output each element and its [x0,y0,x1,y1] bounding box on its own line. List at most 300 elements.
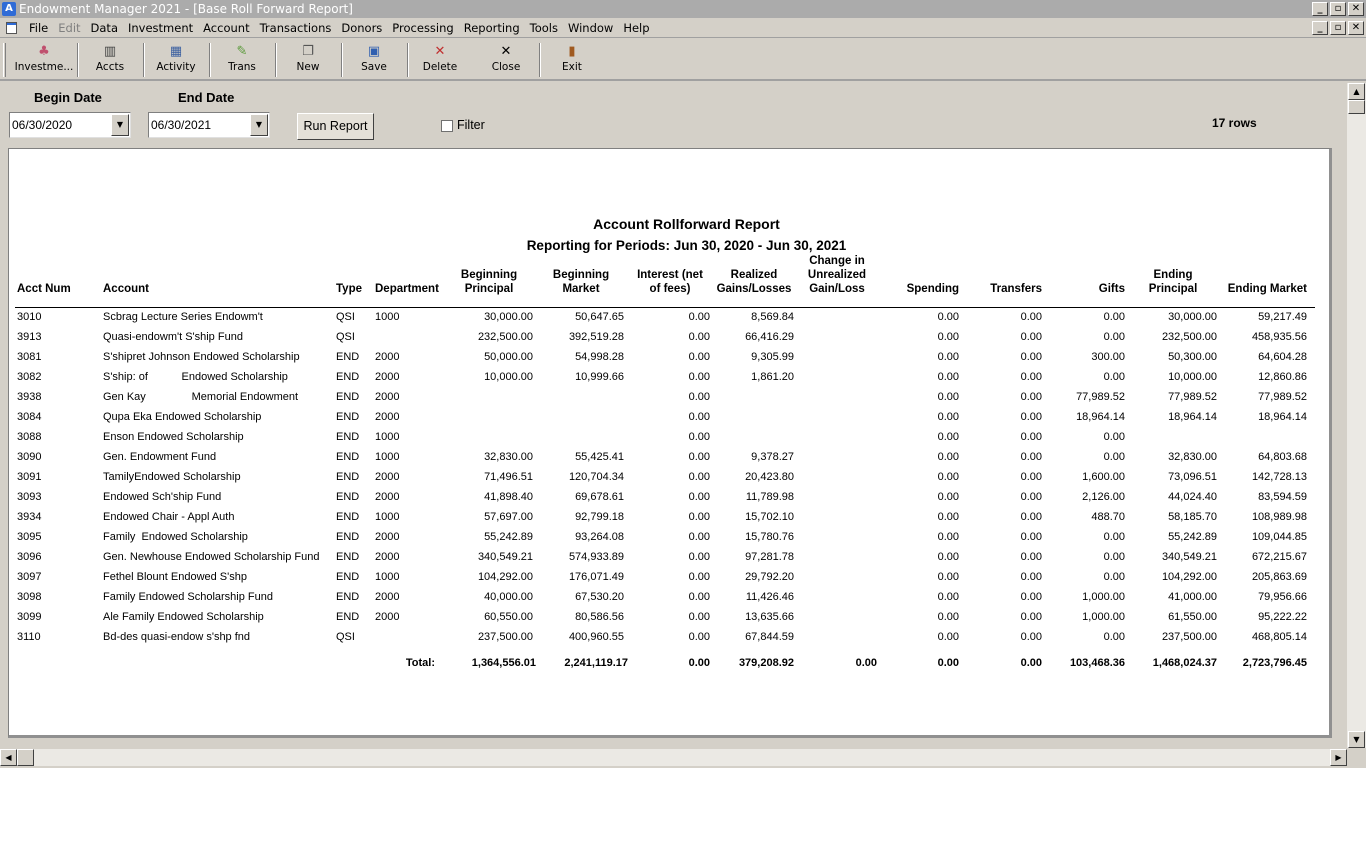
cell-sp: 0.00 [937,391,959,403]
cell-type: END [336,371,360,383]
col-header-int: Interest (net of fees) [637,269,703,295]
cell-gi: 0.00 [1103,531,1125,543]
cell-sp: 0.00 [937,451,959,463]
cell-ep: 41,000.00 [1168,591,1217,603]
cell-rg: 9,305.99 [751,351,794,363]
cell-bm: 120,704.34 [568,471,624,483]
table-row[interactable] [9,511,1329,531]
col-header-em: Ending Market [1227,283,1307,295]
cell-em: 672,215.67 [1251,551,1307,563]
end-date-value: 06/30/2021 [151,118,212,132]
cell-tr: 0.00 [1020,411,1042,423]
scroll-left-icon[interactable]: ◀ [0,749,17,766]
cell-tr: 0.00 [1020,471,1042,483]
menu-processing[interactable]: Processing [392,21,454,35]
cell-type: END [336,431,360,443]
cell-acct: 3010 [17,311,42,323]
table-row[interactable] [9,551,1329,571]
child-minimize-button[interactable]: _ [1312,21,1328,35]
cell-gi: 1,600.00 [1082,471,1125,483]
cell-bm: 10,999.66 [575,371,624,383]
cell-sp: 0.00 [937,531,959,543]
cell-tr: 0.00 [1020,431,1042,443]
child-close-button[interactable]: ✕ [1348,21,1364,35]
cell-tr: 0.00 [1020,391,1042,403]
table-row[interactable] [9,471,1329,491]
cell-acct: 3934 [17,511,42,523]
book-icon: ▥ [103,44,117,59]
menu-file[interactable]: File [29,21,49,35]
table-row[interactable] [9,531,1329,551]
cell-rg: 20,423.80 [745,471,794,483]
cell-em: 108,989.98 [1251,511,1307,523]
cell-tr: 0.00 [1020,351,1042,363]
cell-int: 0.00 [688,611,710,623]
restore-button[interactable]: ▫ [1330,2,1346,16]
cell-int: 0.00 [688,551,710,563]
cell-int: 0.00 [688,511,710,523]
table-row[interactable] [9,311,1329,331]
cell-account: Family Endowed Scholarship [103,531,248,543]
cell-rg: 1,861.20 [751,371,794,383]
menu-help[interactable]: Help [623,21,650,35]
cell-em: 18,964.14 [1258,411,1307,423]
filter-checkbox[interactable] [441,120,453,132]
toolbar-grip [3,43,6,77]
cell-sp: 0.00 [937,351,959,363]
cell-gi: 0.00 [1103,371,1125,383]
cell-dept: 1000 [375,571,400,583]
close-icon: ✕ [500,44,512,59]
cell-em: 142,728.13 [1251,471,1307,483]
cell-gi: 77,989.52 [1076,391,1125,403]
cell-int: 0.00 [688,351,710,363]
cell-em: 468,805.14 [1251,631,1307,643]
cell-type: END [336,571,360,583]
cell-int: 0.00 [688,531,710,543]
cell-bp: 30,000.00 [484,311,533,323]
cell-ep: 340,549.21 [1161,551,1217,563]
chevron-down-icon[interactable]: ▼ [111,114,129,136]
cell-dept: 2000 [375,411,400,423]
col-header-ep: Ending Principal [1148,269,1198,295]
cell-gi: 300.00 [1091,351,1125,363]
cell-rg: 8,569.84 [751,311,794,323]
cell-account: Ale Family Endowed Scholarship [103,611,264,623]
document-icon[interactable] [6,22,17,34]
filter-label[interactable]: Filter [457,118,485,132]
cell-bm: 67,530.20 [575,591,624,603]
cell-tr: 0.00 [1020,591,1042,603]
chevron-down-icon[interactable]: ▼ [250,114,268,136]
cell-gi: 1,000.00 [1082,591,1125,603]
total-label: Total: [405,657,435,669]
cell-sp: 0.00 [937,411,959,423]
cell-gi: 0.00 [1103,451,1125,463]
cell-dept: 1000 [375,451,400,463]
cell-type: END [336,591,360,603]
report-page [9,149,1329,735]
cell-em: 95,222.22 [1258,611,1307,623]
cell-em: 109,044.85 [1251,531,1307,543]
cell-bp: 41,898.40 [484,491,533,503]
total-tr: 0.00 [1020,657,1042,669]
menu-tools[interactable]: Tools [529,21,558,35]
delete-button[interactable]: ✕ Delete [422,44,458,73]
money-icon: ✎ [236,44,248,59]
table-row[interactable] [9,331,1329,351]
header-rule [15,307,1315,308]
report-parameters [0,83,1346,147]
scroll-up-icon[interactable]: ▲ [1348,83,1365,100]
cell-int: 0.00 [688,571,710,583]
cell-ep: 10,000.00 [1168,371,1217,383]
cell-sp: 0.00 [937,511,959,523]
cell-type: END [336,531,360,543]
cell-sp: 0.00 [937,491,959,503]
cell-ep: 58,185.70 [1168,511,1217,523]
cell-gi: 488.70 [1091,511,1125,523]
cell-dept: 2000 [375,531,400,543]
cell-tr: 0.00 [1020,311,1042,323]
cell-em: 59,217.49 [1258,311,1307,323]
cell-dept: 1000 [375,431,400,443]
cell-bm: 80,586.56 [575,611,624,623]
cell-sp: 0.00 [937,551,959,563]
cell-ep: 44,024.40 [1168,491,1217,503]
report-subtitle: Reporting for Periods: Jun 30, 2020 - Jun 30, 2021 [526,238,847,253]
cell-acct: 3093 [17,491,42,503]
activity-icon: ▦ [169,44,183,59]
cell-dept: 2000 [375,591,400,603]
cell-acct: 3082 [17,371,42,383]
cell-bm: 54,998.28 [575,351,624,363]
cell-acct: 3099 [17,611,42,623]
cell-gi: 0.00 [1103,431,1125,443]
cell-bm: 69,678.61 [575,491,624,503]
cell-dept: 2000 [375,551,400,563]
window-title: Endowment Manager 2021 - [Base Roll Forward Report] [19,2,353,16]
cell-rg: 11,426.46 [745,591,794,603]
save-button[interactable]: ▣ Save [361,44,387,73]
cell-bm: 92,799.18 [575,511,624,523]
menu-window[interactable]: Window [567,21,614,35]
cell-account: Enson Endowed Scholarship [103,431,244,443]
menu-edit[interactable]: Edit [58,21,81,35]
begin-date-picker[interactable] [9,112,131,138]
cell-account: Gen Kay Memorial Endowment [103,391,299,403]
cell-gi: 2,126.00 [1082,491,1125,503]
cell-bp: 232,500.00 [477,331,533,343]
cell-rg: 15,780.76 [745,531,794,543]
menu-bar [0,18,1366,38]
cell-rg: 67,844.59 [745,631,794,643]
cell-type: END [336,411,360,423]
cell-acct: 3097 [17,571,42,583]
cell-sp: 0.00 [937,591,959,603]
new-document-icon: ❐ [302,44,314,59]
cell-int: 0.00 [688,331,710,343]
run-report-button[interactable]: Run Report [297,113,374,140]
scroll-right-icon[interactable]: ▶ [1330,749,1347,766]
cell-sp: 0.00 [937,471,959,483]
cell-type: END [336,511,360,523]
cell-gi: 18,964.14 [1076,411,1125,423]
cell-gi: 0.00 [1103,551,1125,563]
cell-acct: 3913 [17,331,42,343]
vertical-scrollbar[interactable] [1347,83,1366,748]
cell-int: 0.00 [688,471,710,483]
menu-transactions[interactable]: Transactions [259,21,332,35]
col-header-dept: Department [375,283,439,295]
cell-acct: 3095 [17,531,42,543]
cell-em: 64,604.28 [1258,351,1307,363]
total-int: 0.00 [688,657,710,669]
cell-ep: 55,242.89 [1168,531,1217,543]
cell-account: Quasi-endowm't S'ship Fund [103,331,243,343]
child-restore-button[interactable]: ▫ [1330,21,1346,35]
vertical-scroll-thumb[interactable] [1348,100,1365,114]
cell-sp: 0.00 [937,431,959,443]
cell-rg: 97,281.78 [745,551,794,563]
horizontal-scroll-thumb[interactable] [17,749,34,766]
total-sp: 0.00 [937,657,959,669]
cell-bm: 392,519.28 [568,331,624,343]
trans-button[interactable]: ✎ Trans [228,44,256,73]
cell-em: 77,989.52 [1258,391,1307,403]
col-header-ug: Change in Unrealized Gain/Loss [807,255,867,295]
cell-rg: 66,416.29 [745,331,794,343]
cell-ep: 61,550.00 [1168,611,1217,623]
cell-rg: 29,792.20 [745,571,794,583]
cell-dept: 2000 [375,351,400,363]
cell-ep: 73,096.51 [1168,471,1217,483]
cell-em: 83,594.59 [1258,491,1307,503]
cell-rg: 9,378.27 [751,451,794,463]
cell-sp: 0.00 [937,611,959,623]
cell-ep: 18,964.14 [1168,411,1217,423]
cell-account: S'ship: of Endowed Scholarship [103,371,288,383]
activity-button[interactable]: ▦ Activity [156,44,196,73]
investments-button[interactable]: ♣ Investme... [14,44,74,73]
cell-int: 0.00 [688,411,710,423]
cell-sp: 0.00 [937,371,959,383]
cell-int: 0.00 [688,491,710,503]
cell-tr: 0.00 [1020,571,1042,583]
table-row[interactable] [9,391,1329,411]
begin-date-label: Begin Date [34,90,102,105]
cell-account: Family Endowed Scholarship Fund [103,591,273,603]
new-button[interactable]: ❐ New [296,44,320,73]
cell-type: END [336,491,360,503]
cell-account: Qupa Eka Endowed Scholarship [103,411,262,423]
cell-gi: 0.00 [1103,631,1125,643]
cell-type: END [336,391,360,403]
table-row[interactable] [9,371,1329,391]
table-row[interactable] [9,571,1329,591]
cell-dept: 2000 [375,491,400,503]
cell-gi: 0.00 [1103,571,1125,583]
cell-acct: 3096 [17,551,42,563]
cell-dept: 2000 [375,611,400,623]
cell-bp: 71,496.51 [484,471,533,483]
row-count: 17 rows [1212,116,1257,130]
cell-dept: 2000 [375,471,400,483]
cell-bp: 50,000.00 [484,351,533,363]
exit-door-icon: ▮ [568,44,576,59]
cell-dept: 1000 [375,511,400,523]
cell-em: 79,956.66 [1258,591,1307,603]
cell-bp: 60,550.00 [484,611,533,623]
table-row[interactable] [9,491,1329,511]
cell-account: Gen. Endowment Fund [103,451,217,463]
cell-account: TamilyEndowed Scholarship [103,471,241,483]
cell-em: 64,803.68 [1258,451,1307,463]
total-ep: 1,468,024.37 [1152,657,1217,669]
table-row[interactable] [9,451,1329,471]
cell-int: 0.00 [688,371,710,383]
delete-icon: ✕ [434,44,446,59]
menu-donors[interactable]: Donors [341,21,383,35]
menu-reporting[interactable]: Reporting [463,21,520,35]
cell-em: 12,860.86 [1258,371,1307,383]
cell-rg: 11,789.98 [745,491,794,503]
begin-date-value: 06/30/2020 [12,118,73,132]
cell-em: 458,935.56 [1251,331,1307,343]
cell-bm: 50,647.65 [575,311,624,323]
cell-sp: 0.00 [937,571,959,583]
cell-tr: 0.00 [1020,531,1042,543]
cell-tr: 0.00 [1020,331,1042,343]
cell-acct: 3090 [17,451,42,463]
floppy-disk-icon: ▣ [367,44,381,59]
col-header-bp: Beginning Principal [460,269,518,295]
cell-acct: 3938 [17,391,42,403]
close-window-button[interactable]: ✕ [1348,2,1364,16]
close-button[interactable]: ✕ Close [491,44,521,73]
cell-bp: 340,549.21 [477,551,533,563]
cell-acct: 3081 [17,351,42,363]
menu-investment[interactable]: Investment [128,21,194,35]
table-row[interactable] [9,351,1329,371]
report-viewer [8,148,1332,738]
cell-acct: 3098 [17,591,42,603]
cell-em: 205,863.69 [1251,571,1307,583]
cell-dept: 1000 [375,311,400,323]
cell-bp: 55,242.89 [484,531,533,543]
cell-sp: 0.00 [937,331,959,343]
table-row[interactable] [9,611,1329,631]
total-gi: 103,468.36 [1069,657,1125,669]
cell-acct: 3088 [17,431,42,443]
cell-sp: 0.00 [937,631,959,643]
cell-int: 0.00 [688,391,710,403]
cell-bp: 40,000.00 [484,591,533,603]
cell-gi: 1,000.00 [1082,611,1125,623]
exit-button[interactable]: ▮ Exit [562,44,582,73]
cell-tr: 0.00 [1020,491,1042,503]
cell-bp: 32,830.00 [484,451,533,463]
cell-account: Gen. Newhouse Endowed Scholarship Fund [103,551,320,563]
cell-account: Endowed Chair - Appl Auth [103,511,235,523]
cell-ep: 237,500.00 [1161,631,1217,643]
cell-dept: 2000 [375,371,400,383]
cell-type: END [336,471,360,483]
col-header-gi: Gifts [1098,283,1125,295]
cell-account: Endowed Sch'ship Fund [103,491,222,503]
cell-account: Fethel Blount Endowed S'shp [103,571,247,583]
cell-gi: 0.00 [1103,331,1125,343]
table-row[interactable] [9,631,1329,651]
cell-bm: 176,071.49 [568,571,624,583]
cell-type: END [336,451,360,463]
app-icon: A [2,2,16,16]
cell-int: 0.00 [688,591,710,603]
cell-bp: 237,500.00 [477,631,533,643]
report-title: Account Rollforward Report [593,216,780,232]
horizontal-scrollbar[interactable] [0,749,1347,766]
table-row[interactable] [9,411,1329,431]
piggy-bank-icon: ♣ [38,44,50,59]
toolbar [0,39,1366,81]
total-em: 2,723,796.45 [1242,657,1307,669]
cell-rg: 15,702.10 [745,511,794,523]
cell-ep: 77,989.52 [1168,391,1217,403]
cell-bp: 57,697.00 [484,511,533,523]
cell-acct: 3091 [17,471,42,483]
cell-type: QSI [336,311,355,323]
cell-int: 0.00 [688,431,710,443]
table-row[interactable] [9,431,1329,451]
menu-data[interactable]: Data [90,21,118,35]
total-bp: 1,364,556.01 [471,657,536,669]
scroll-down-icon[interactable]: ▼ [1348,731,1365,748]
cell-bm: 55,425.41 [575,451,624,463]
menu-account[interactable]: Account [203,21,250,35]
col-header-sp: Spending [906,283,959,295]
end-date-picker[interactable] [148,112,270,138]
end-date-label: End Date [178,90,235,105]
title-bar [0,0,1366,18]
cell-account: S'shipret Johnson Endowed Scholarship [103,351,300,363]
cell-ep: 104,292.00 [1161,571,1217,583]
col-header-type: Type [336,283,362,295]
cell-bm: 574,933.89 [568,551,624,563]
cell-rg: 13,635.66 [745,611,794,623]
cell-bm: 93,264.08 [575,531,624,543]
col-header-bm: Beginning Market [552,269,610,295]
cell-account: Bd-des quasi-endow s'shp fnd [103,631,251,643]
cell-ep: 32,830.00 [1168,451,1217,463]
cell-tr: 0.00 [1020,631,1042,643]
cell-type: END [336,611,360,623]
col-header-acct: Acct Num [17,283,71,295]
cell-acct: 3084 [17,411,42,423]
minimize-button[interactable]: _ [1312,2,1328,16]
cell-sp: 0.00 [937,311,959,323]
cell-type: END [336,351,360,363]
cell-bp: 104,292.00 [477,571,533,583]
cell-int: 0.00 [688,631,710,643]
accts-button[interactable]: ▥ Accts [95,44,125,73]
col-header-rg: Realized Gains/Losses [716,269,792,295]
cell-gi: 0.00 [1103,311,1125,323]
cell-account: Scbrag Lecture Series Endowm't [103,311,263,323]
cell-dept: 2000 [375,391,400,403]
cell-tr: 0.00 [1020,611,1042,623]
cell-type: QSI [336,331,355,343]
table-row[interactable] [9,591,1329,611]
